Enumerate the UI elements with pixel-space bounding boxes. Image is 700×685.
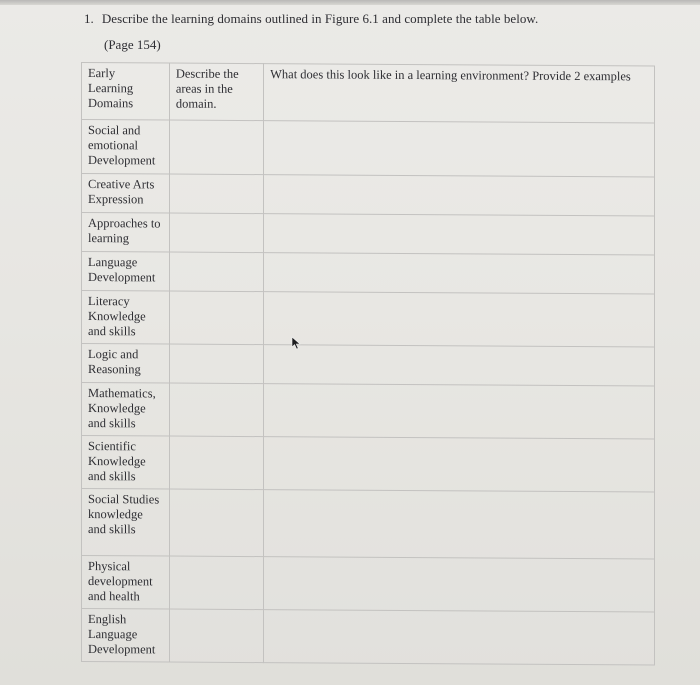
header-examples: What does this look like in a learning environment? Provide 2 examples [264,64,655,123]
domain-cell: Literacy Knowledge and skills [82,291,170,345]
question-number: 1. [84,11,94,26]
mouse-cursor-icon [291,336,303,350]
description-cell[interactable] [169,174,263,214]
examples-cell[interactable] [264,490,655,559]
header-row [82,63,655,124]
domain-cell: Social and emotional Development [82,120,170,175]
table-row [82,174,655,217]
examples-cell[interactable] [264,557,655,612]
examples-cell[interactable] [264,437,655,492]
examples-cell[interactable] [264,384,655,439]
examples-cell[interactable] [264,214,655,255]
description-cell[interactable] [169,436,263,490]
question-line [84,11,538,27]
domain-cell: Social Studies knowledge and skills [82,489,170,557]
table-row [82,383,655,440]
table-row [82,436,655,493]
top-edge [0,0,700,5]
table-row [82,489,655,560]
table-row [82,213,655,256]
table-row [82,120,655,178]
description-cell[interactable] [169,213,263,253]
domain-cell: English Language Development [82,609,170,663]
description-cell[interactable] [169,489,263,557]
domains-table [81,62,655,666]
domain-cell: Creative Arts Expression [82,174,170,214]
examples-cell[interactable] [264,292,655,347]
description-cell[interactable] [169,252,263,292]
header-domains: Early Learning Domains [82,63,170,121]
table-row [82,609,655,666]
domain-cell: Logic and Reasoning [82,344,170,384]
description-cell[interactable] [169,383,263,437]
domain-cell: Language Development [82,252,170,292]
table-row [82,252,655,295]
examples-cell[interactable] [264,345,655,386]
table-row [82,291,655,348]
header-describe: Describe the areas in the domain. [169,63,263,121]
domain-cell: Physical development and health [82,556,170,610]
examples-cell[interactable] [264,175,655,216]
description-cell[interactable] [169,344,263,384]
description-cell[interactable] [169,291,263,345]
examples-cell[interactable] [264,253,655,294]
table-row [82,344,655,387]
question-text: Describe the learning domains outlined in Figure 6.1 and complete the table below. [101,11,539,26]
description-cell[interactable] [169,120,263,175]
table-row [82,556,655,613]
domain-cell: Mathematics, Knowledge and skills [82,383,170,437]
description-cell[interactable] [169,556,263,610]
domain-cell: Approaches to learning [82,213,170,253]
description-cell[interactable] [169,609,263,663]
examples-cell[interactable] [264,121,655,177]
domain-cell: Scientific Knowledge and skills [82,436,170,490]
examples-cell[interactable] [264,610,655,665]
page-reference: (Page 154) [104,37,161,52]
